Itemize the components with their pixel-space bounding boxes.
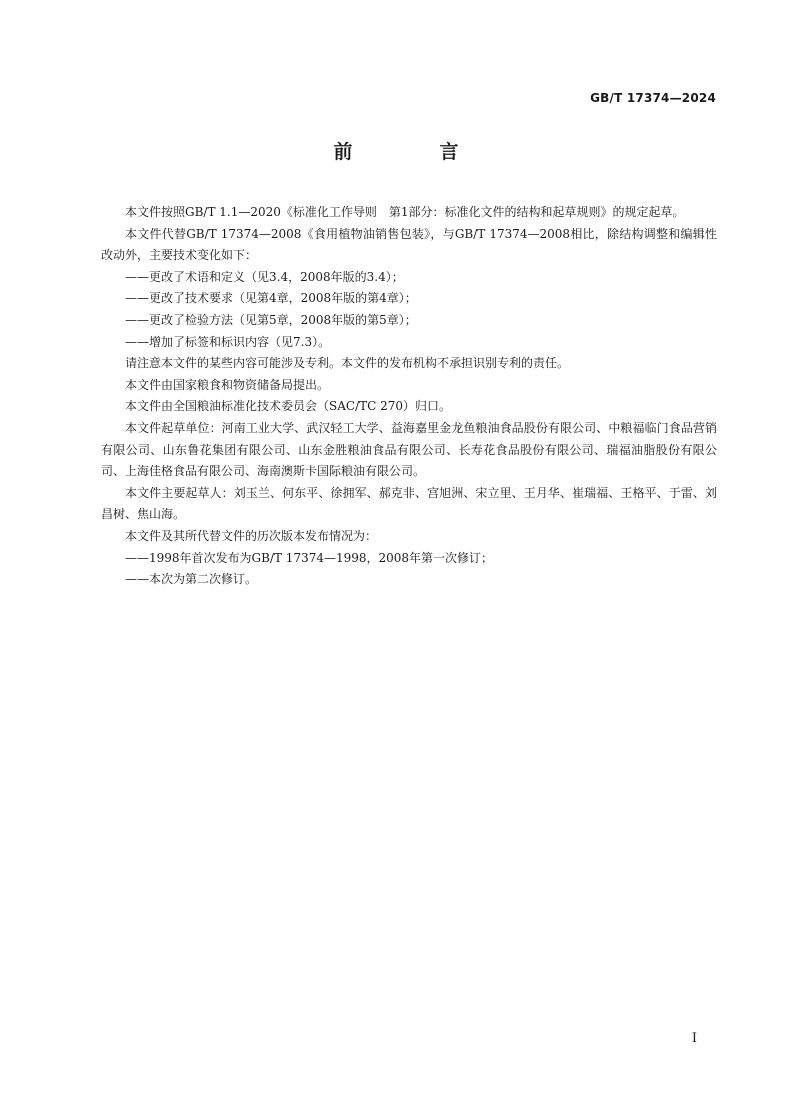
- paragraph-replacement: 本文件代替GB/T 17374—2008《食用植物油销售包装》，与GB/T 17374—2008相比，除结构调整和编辑性改动外，主要技术变化如下：: [101, 226, 717, 263]
- paragraph-main-drafters: 本文件主要起草人：刘玉兰、何东平、徐拥军、郝克非、宫旭洲、宋立里、王月华、崔瑞福、王格平、于雷、刘昌树、焦山海。: [101, 485, 717, 522]
- paragraph-drafting-rules: 本文件按照GB/T 1.1—2020《标准化工作导则 第1部分：标准化文件的结构和起草规则》的规定起草。: [125, 205, 685, 219]
- paragraph-version-history: 本文件及其所代替文件的历次版本发布情况为：: [125, 528, 378, 543]
- change-item-test-methods: ——更改了检验方法（见第5章，2008年版的第5章）；: [125, 312, 417, 327]
- foreword-body: [101, 202, 717, 591]
- page-title: 前 言: [333, 141, 493, 163]
- change-item-terms: ——更改了术语和定义（见3.4，2008年版的3.4）；: [125, 269, 404, 284]
- change-item-labelling: ——增加了标签和标识内容（见7.3）。: [125, 334, 331, 349]
- history-item-current: ——本次为第二次修订。: [125, 572, 258, 587]
- page-number: I: [691, 1031, 697, 1046]
- standard-code: GB/T 17374—2024: [590, 91, 716, 105]
- paragraph-under-jurisdiction: 本文件由全国粮油标准化技术委员会（SAC/TC 270）归口。: [125, 399, 452, 414]
- history-item-1998: ——1998年首次发布为GB/T 17374—1998，2008年第一次修订；: [125, 550, 494, 565]
- paragraph-drafting-organizations: 本文件起草单位：河南工业大学、武汉轻工大学、益海嘉里金龙鱼粮油食品股份有限公司、中粮福临门食品营销有限公司、山东鲁花集团有限公司、山东金胜粮油食品有限公司、长寿花食品股份有限公司、瑞福油脂股份有限公司、上海佳格食品有限公司、海南澳斯卡国际粮油有限公司。: [101, 420, 717, 479]
- change-item-technical-requirements: ——更改了技术要求（见第4章，2008年版的第4章）；: [125, 291, 417, 306]
- paragraph-patent-notice: 请注意本文件的某些内容可能涉及专利。本文件的发布机构不承担识别专利的责任。: [125, 356, 570, 371]
- paragraph-proposed-by: 本文件由国家粮食和物资储备局提出。: [125, 377, 330, 392]
